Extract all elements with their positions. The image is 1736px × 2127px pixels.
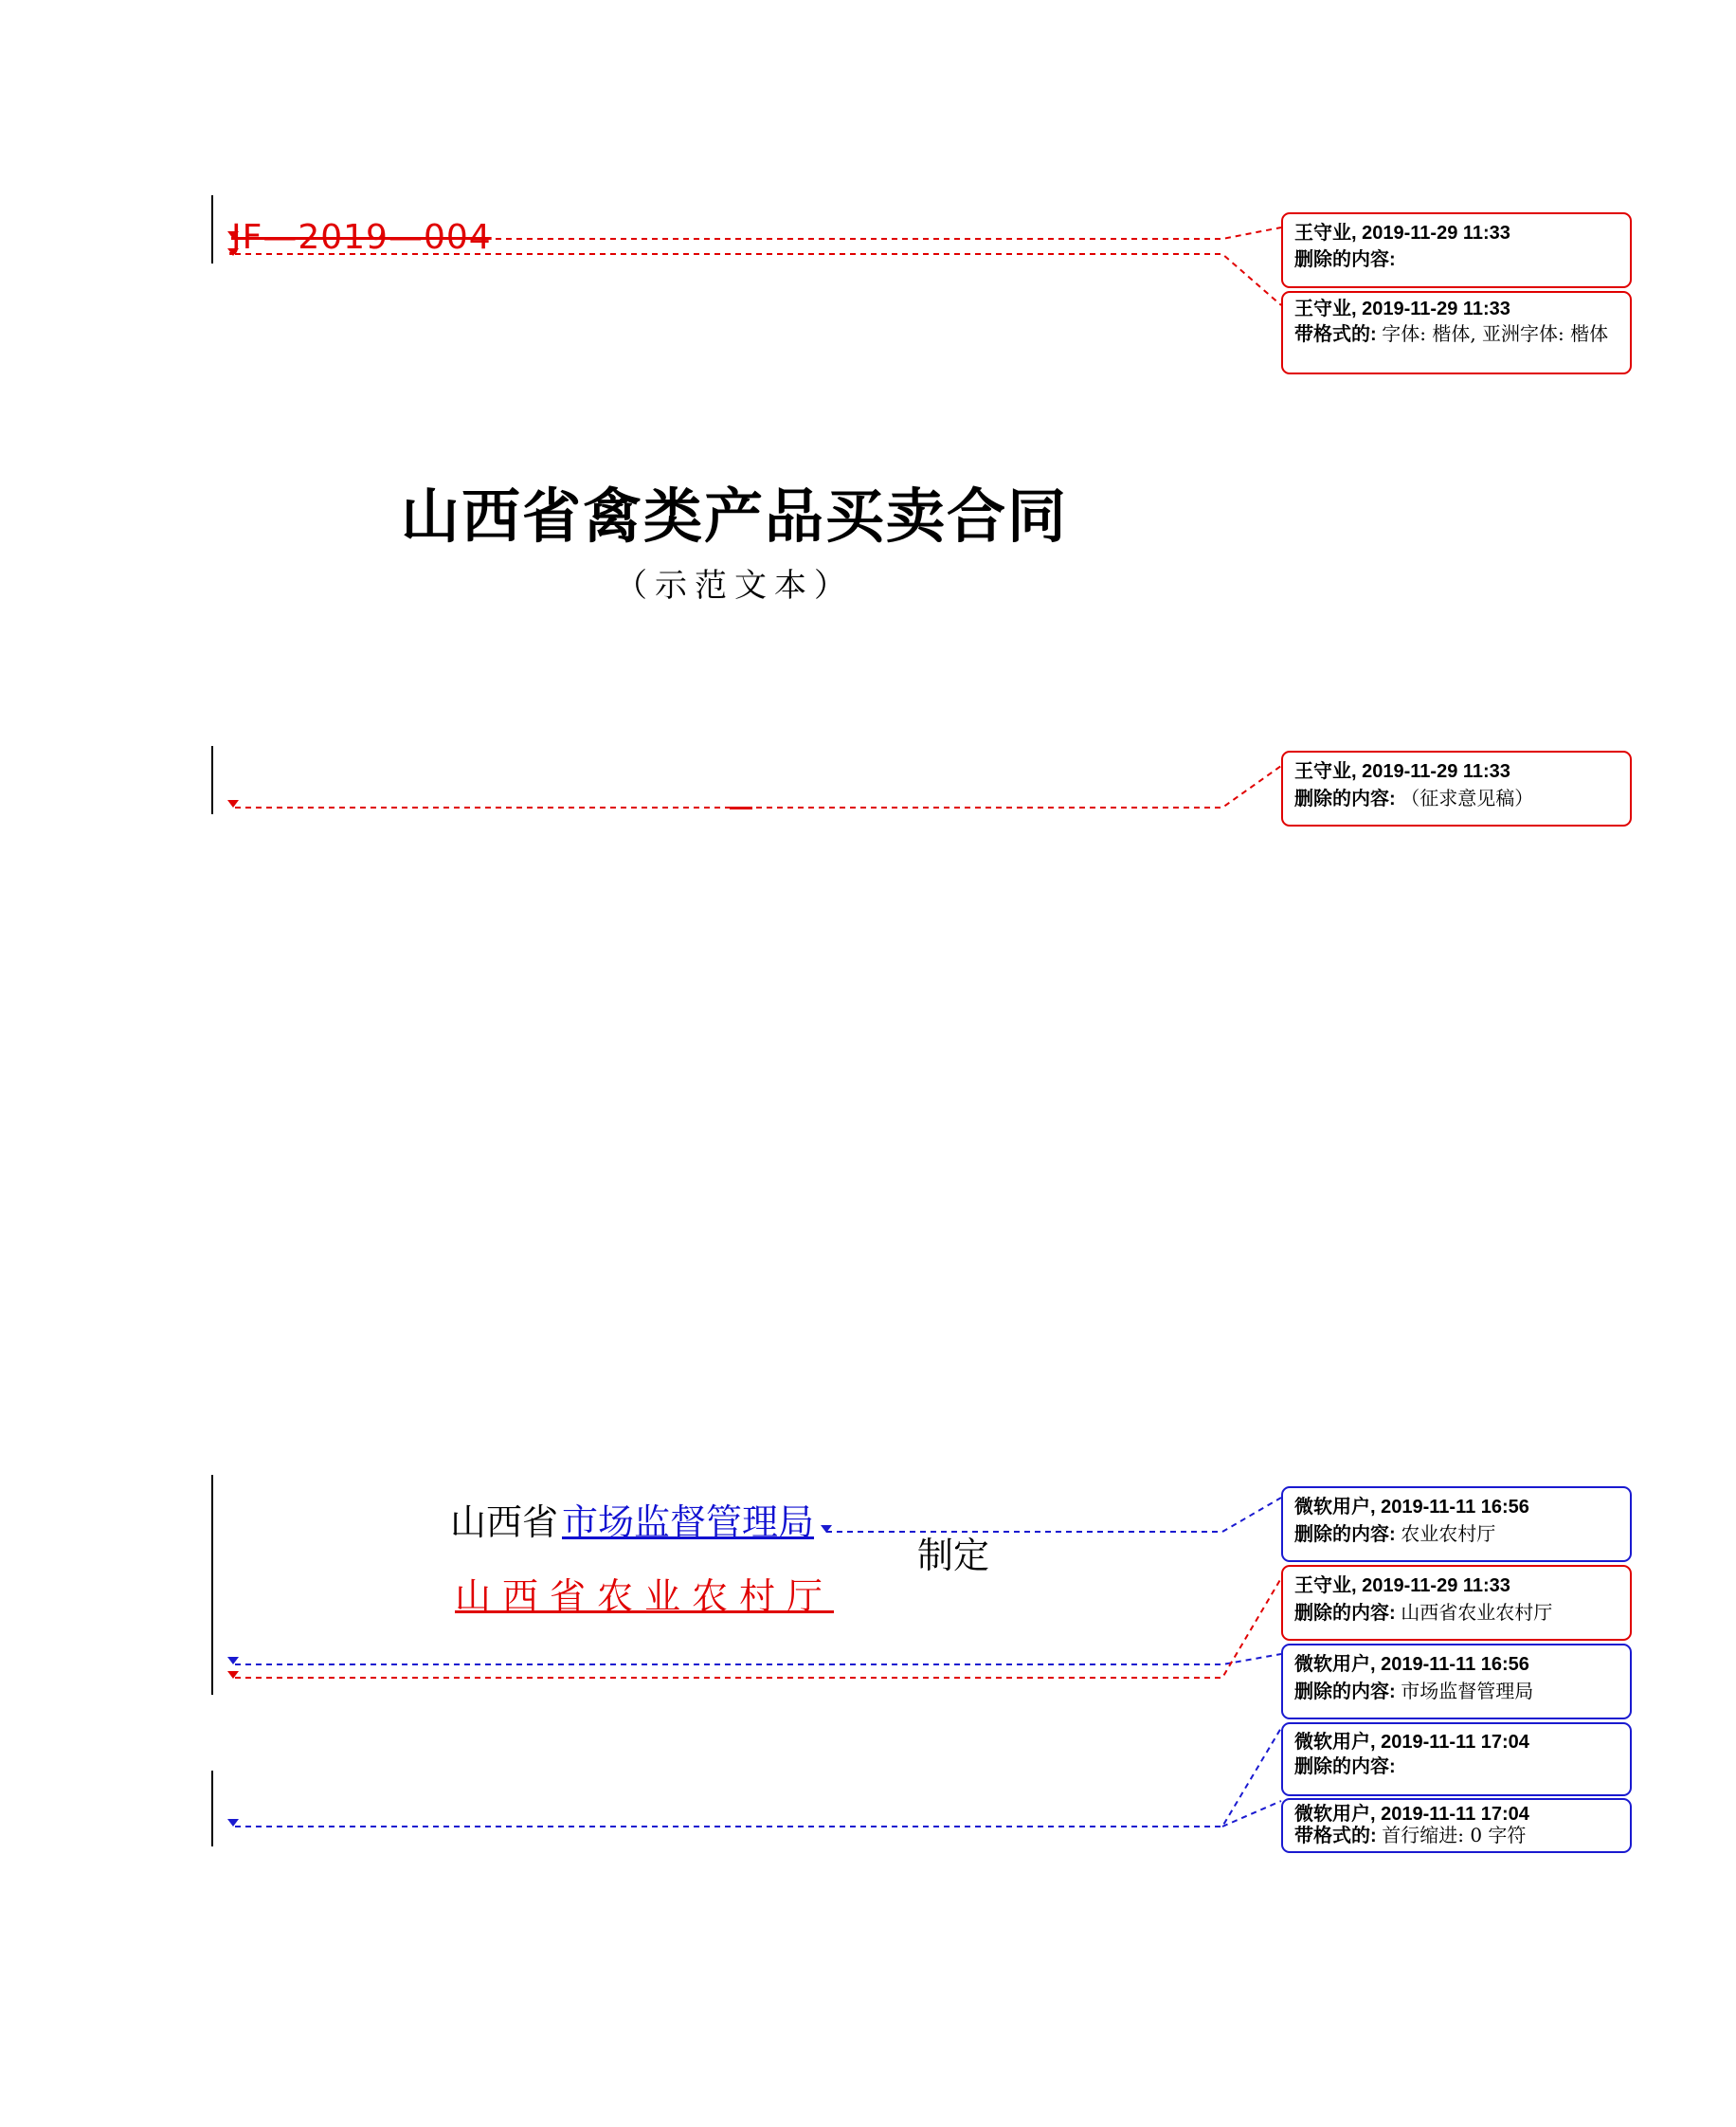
comment-author: 微软用户, 2019-11-11 16:56 (1294, 1654, 1529, 1675)
document-code-deleted: JF—2019—004 (231, 218, 492, 257)
comment-balloon[interactable] (1281, 1486, 1632, 1562)
comment-author: 微软用户, 2019-11-11 17:04 (1294, 1804, 1529, 1825)
issuer-deleted-line: 山西省农业农村厅 (455, 1575, 835, 1617)
comment-author: 王守业, 2019-11-29 11:33 (1294, 299, 1510, 319)
comment-balloon[interactable] (1281, 1644, 1632, 1719)
comment-text: 市场监督管理局 (1401, 1680, 1534, 1702)
comment-text: 首行缩进: 0 字符 (1382, 1824, 1527, 1846)
deleted-text-marker (730, 807, 752, 809)
comment-kind: 删除的内容: (1294, 1603, 1396, 1624)
comment-kind: 删除的内容: (1294, 249, 1396, 270)
comment-balloon[interactable] (1281, 751, 1632, 827)
comment-author: 王守业, 2019-11-29 11:33 (1294, 1575, 1510, 1596)
comment-balloon[interactable] (1281, 212, 1632, 288)
comment-kind: 带格式的: (1294, 1826, 1377, 1846)
comment-balloon[interactable] (1281, 291, 1632, 374)
comment-text: 山西省农业农村厅 (1401, 1601, 1553, 1624)
page-subtitle: （示范文本） (615, 567, 854, 605)
comment-author: 王守业, 2019-11-29 11:33 (1294, 223, 1510, 244)
comment-balloon[interactable] (1281, 1565, 1632, 1641)
issuer-inserted: 市场监督管理局 (562, 1501, 815, 1543)
comment-author: 王守业, 2019-11-29 11:33 (1294, 761, 1510, 782)
comment-kind: 删除的内容: (1294, 789, 1396, 809)
comment-kind: 带格式的: (1294, 324, 1377, 345)
issuer-suffix: 制定 (917, 1535, 990, 1576)
comment-author: 微软用户, 2019-11-11 16:56 (1294, 1497, 1529, 1518)
comment-kind: 删除的内容: (1294, 1682, 1396, 1702)
comment-text: 字体: 楷体, 亚洲字体: 楷体 (1382, 322, 1609, 345)
comment-text: 农业农村厅 (1401, 1522, 1496, 1545)
comment-text: （征求意见稿） (1401, 787, 1534, 809)
issuer-prefix: 山西省 (450, 1501, 559, 1543)
comment-author: 微软用户, 2019-11-11 17:04 (1294, 1732, 1529, 1753)
comment-kind: 删除的内容: (1294, 1756, 1396, 1777)
page-title: 山西省禽类产品买卖合同 (400, 482, 1068, 551)
comment-balloon[interactable] (1281, 1798, 1632, 1853)
comment-kind: 删除的内容: (1294, 1524, 1396, 1545)
comment-balloon[interactable] (1281, 1722, 1632, 1796)
